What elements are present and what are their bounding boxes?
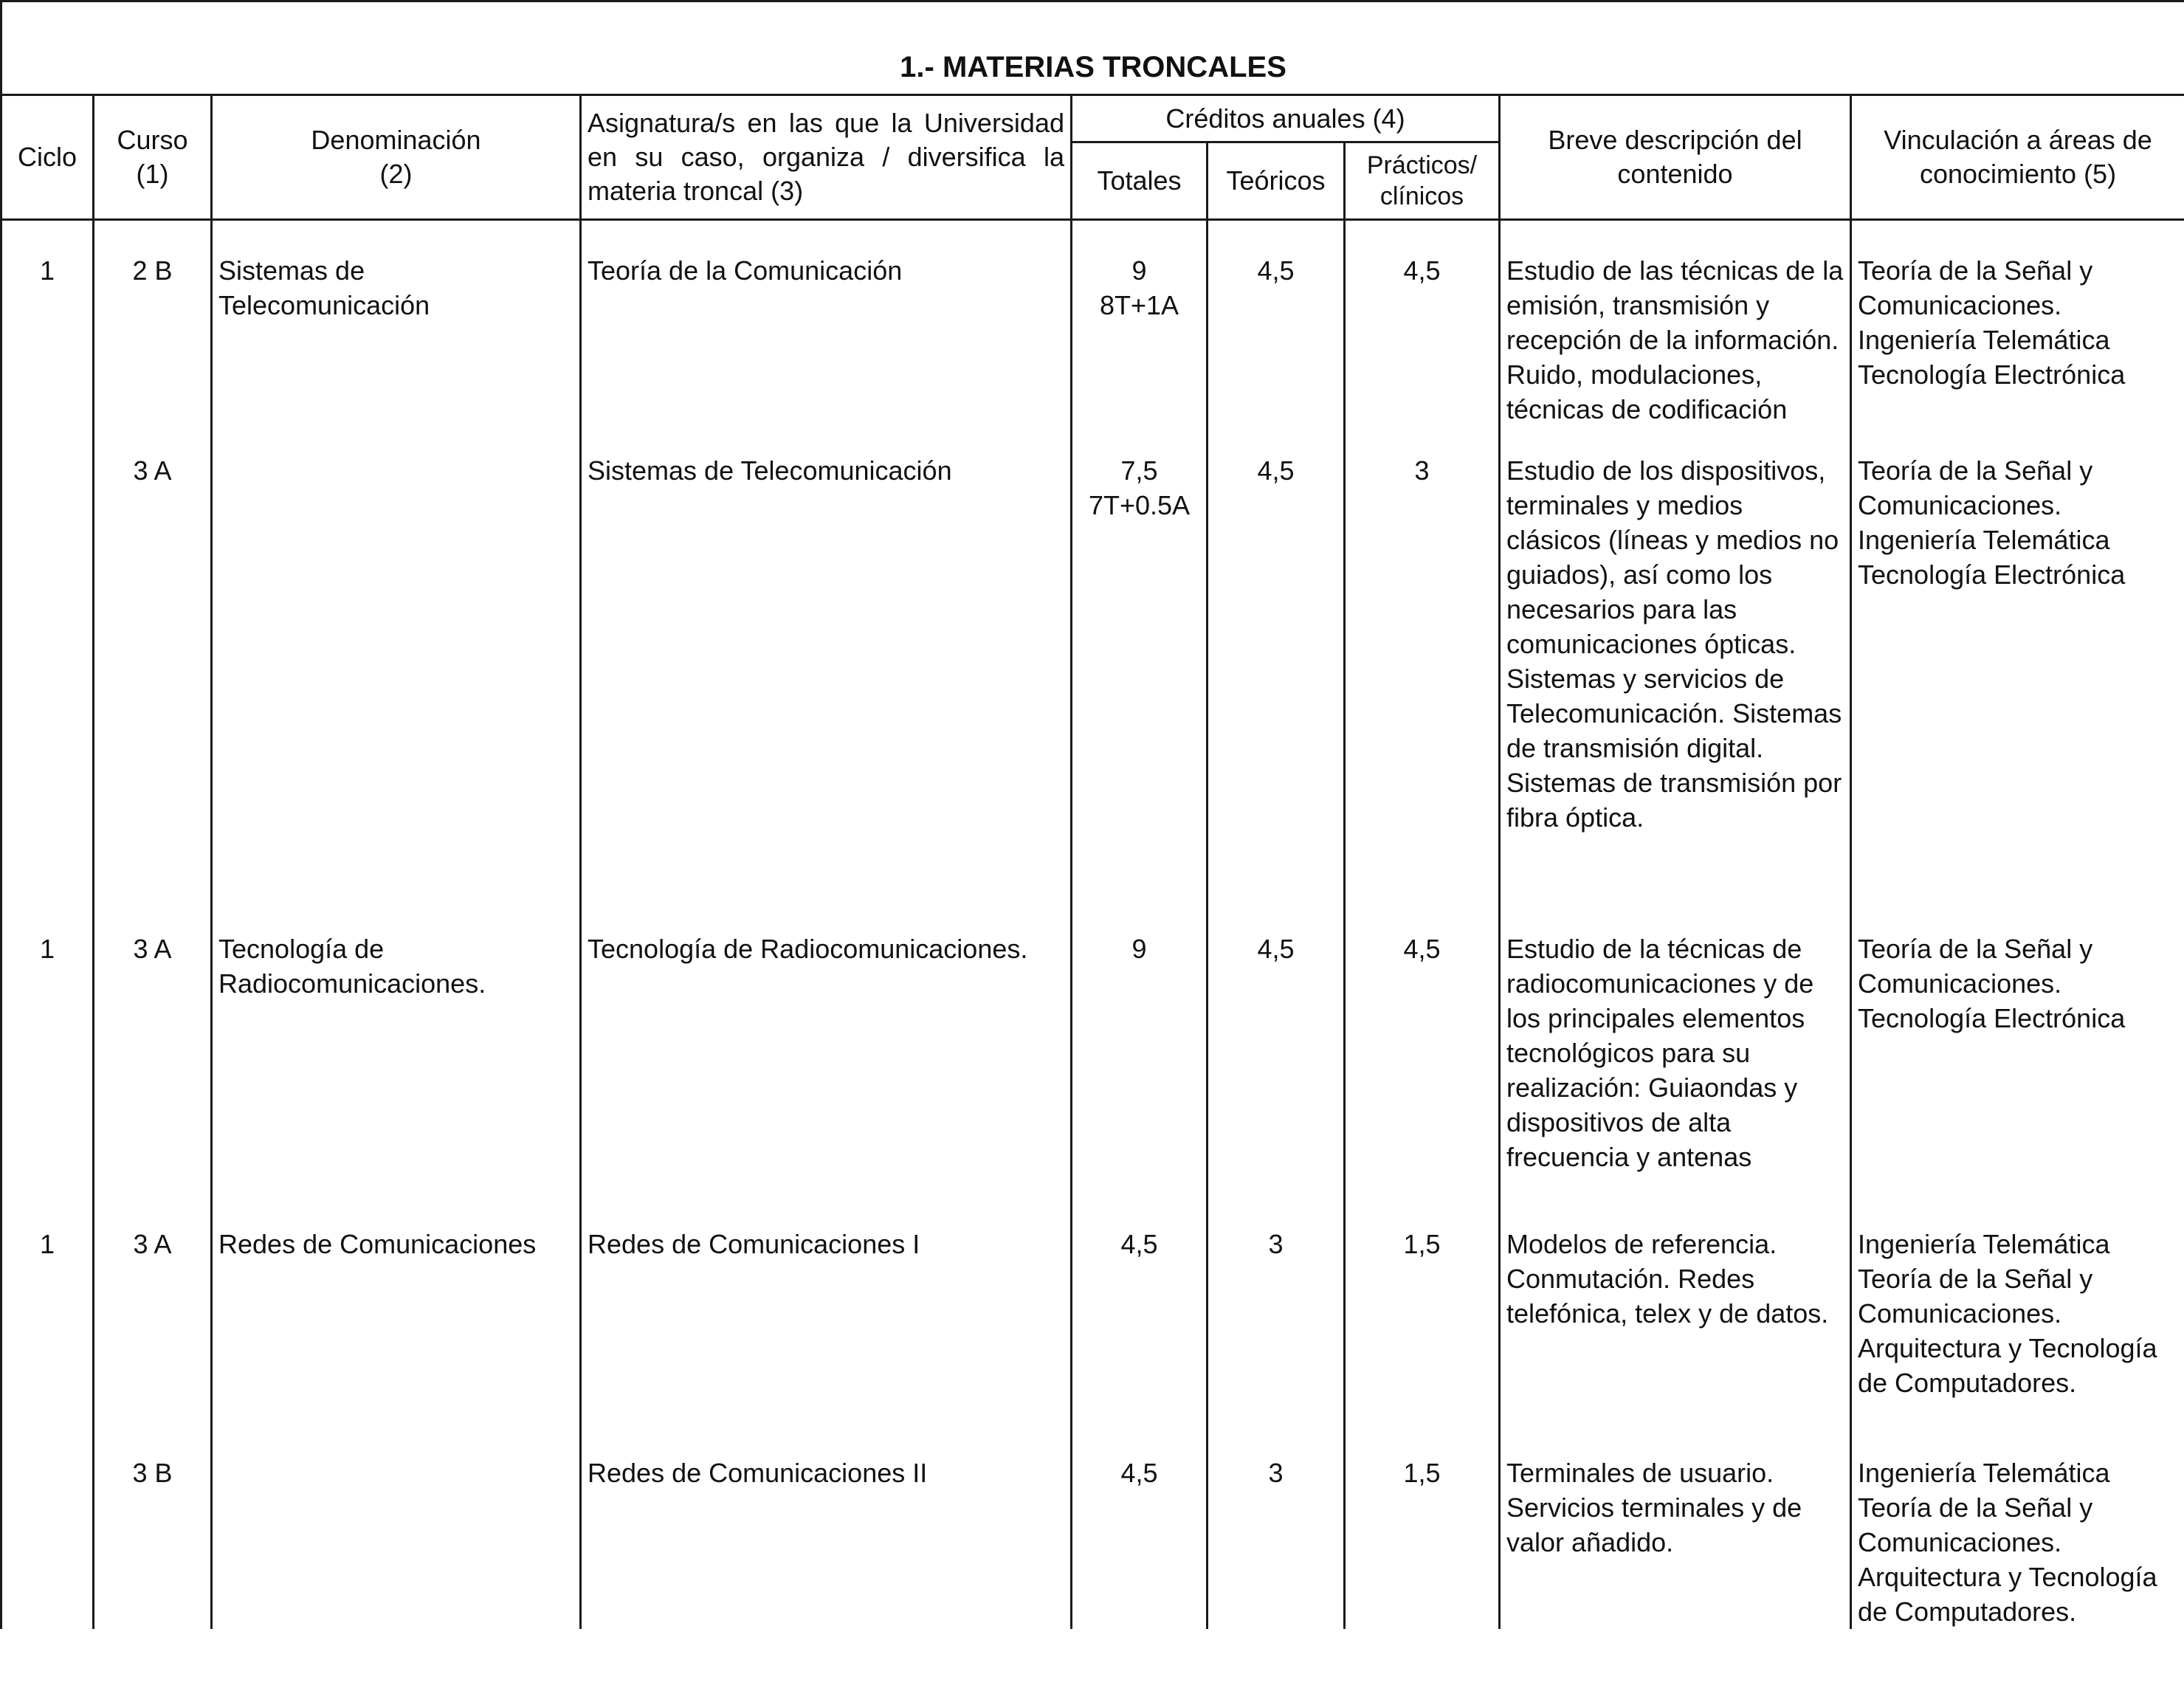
table-row (1, 220, 2184, 453)
cell-denominacion: Redes de Comunicaciones (212, 1227, 581, 1456)
cell-teoricos: 4,5 (1208, 931, 1345, 1227)
header-vinculacion: Vinculación a áreas de conocimiento (5) (1851, 95, 2184, 220)
cell-totales (1072, 931, 1208, 1227)
header-curso (94, 95, 212, 220)
cell-asignatura: Teoría de la Comunicación (581, 220, 1072, 453)
cell-practicos: 4,5 (1345, 220, 1500, 453)
cell-ciclo (1, 453, 94, 931)
header-asignaturas: Asignatura/s en las que la Universidad en su caso, organiza / diversifica la materia troncal (3) (581, 95, 1072, 220)
header-teoricos: Teóricos (1208, 142, 1345, 220)
cell-ciclo (1, 1456, 94, 1629)
cell-totales-value: 7,5 (1120, 455, 1158, 486)
cell-practicos: 1,5 (1345, 1227, 1500, 1456)
header-curso-label: Curso (117, 125, 188, 155)
cell-descripcion: Terminales de usuario. Servicios terminales y de valor añadido. (1500, 1456, 1851, 1629)
cell-asignatura: Redes de Comunicaciones II (581, 1456, 1072, 1629)
header-denominacion (212, 95, 581, 220)
cell-teoricos: 3 (1208, 1456, 1345, 1629)
header-ciclo: Ciclo (1, 95, 94, 220)
cell-totales (1072, 1227, 1208, 1456)
cell-totales-sub: 8T+1A (1099, 290, 1179, 320)
table-row (1, 453, 2184, 931)
cell-vinculacion: Teoría de la Señal y Comunicaciones. Tecnología Electrónica (1851, 931, 2184, 1227)
table-row (1, 931, 2184, 1227)
cell-totales-value: 9 (1131, 255, 1147, 286)
cell-denominacion (212, 1456, 581, 1629)
cell-descripcion: Estudio de los dispositivos, terminales y medios clásicos (líneas y medios no guiados), así como los necesarios para las comunicaciones ópticas. Sistemas y servicios de Telecomunicación. Sistemas de transmisión digital. Sistemas de transmisión por fibra óptica. (1500, 453, 1851, 931)
cell-teoricos: 4,5 (1208, 220, 1345, 453)
cell-totales-sub: 7T+0.5A (1088, 489, 1191, 520)
cell-totales-value: 4,5 (1120, 1228, 1158, 1259)
cell-teoricos: 4,5 (1208, 453, 1345, 931)
cell-curso: 3 A (94, 1227, 212, 1456)
cell-totales-value: 9 (1131, 933, 1147, 964)
cell-ciclo: 1 (1, 220, 94, 453)
cell-vinculacion: Ingeniería Telemática Teoría de la Señal y Comunicaciones. Arquitectura y Tecnología de Computadores. (1851, 1227, 2184, 1456)
cell-totales (1072, 1456, 1208, 1629)
header-practicos: Prácticos/ clínicos (1345, 142, 1500, 220)
cell-asignatura: Redes de Comunicaciones I (581, 1227, 1072, 1456)
cell-denominacion: Tecnología de Radiocomunicaciones. (212, 931, 581, 1227)
table-title: 1.- MATERIAS TRONCALES (1, 1, 2184, 95)
cell-curso: 2 B (94, 220, 212, 453)
table-row (1, 1227, 2184, 1456)
cell-curso: 3 A (94, 453, 212, 931)
header-totales: Totales (1072, 142, 1208, 220)
cell-denominacion: Sistemas de Telecomunicación (212, 220, 581, 453)
cell-totales (1072, 220, 1208, 453)
cell-practicos: 3 (1345, 453, 1500, 931)
cell-denominacion (212, 453, 581, 931)
cell-practicos: 1,5 (1345, 1456, 1500, 1629)
cell-ciclo: 1 (1, 931, 94, 1227)
cell-ciclo: 1 (1, 1227, 94, 1456)
cell-vinculacion: Teoría de la Señal y Comunicaciones. Ingeniería Telemática Tecnología Electrónica (1851, 453, 2184, 931)
cell-descripcion: Modelos de referencia. Conmutación. Redes telefónica, telex y de datos. (1500, 1227, 1851, 1456)
cell-curso: 3 B (94, 1456, 212, 1629)
cell-curso: 3 A (94, 931, 212, 1227)
cell-totales (1072, 453, 1208, 931)
cell-vinculacion: Teoría de la Señal y Comunicaciones. Ingeniería Telemática Tecnología Electrónica (1851, 220, 2184, 453)
cell-asignatura: Tecnología de Radiocomunicaciones. (581, 931, 1072, 1227)
cell-vinculacion: Ingeniería Telemática Teoría de la Señal y Comunicaciones. Arquitectura y Tecnología de Computadores. (1851, 1456, 2184, 1629)
header-curso-note: (1) (136, 159, 169, 189)
table-row (1, 1456, 2184, 1629)
cell-descripcion: Estudio de la técnicas de radiocomunicaciones y de los principales elementos tecnológicos para su realización: Guiaondas y dispositivos de alta frecuencia y antenas (1500, 931, 1851, 1227)
cell-asignatura: Sistemas de Telecomunicación (581, 453, 1072, 931)
cell-practicos: 4,5 (1345, 931, 1500, 1227)
cell-totales-value: 4,5 (1120, 1457, 1158, 1488)
header-descripcion: Breve descripción del contenido (1500, 95, 1851, 220)
header-creditos: Créditos anuales (4) (1072, 95, 1500, 142)
header-denominacion-note: (2) (379, 159, 413, 189)
header-denominacion-label: Denominación (311, 125, 481, 155)
cell-descripcion: Estudio de las técnicas de la emisión, transmisión y recepción de la información. Ruido, modulaciones, técnicas de codificación (1500, 220, 1851, 453)
cell-teoricos: 3 (1208, 1227, 1345, 1456)
